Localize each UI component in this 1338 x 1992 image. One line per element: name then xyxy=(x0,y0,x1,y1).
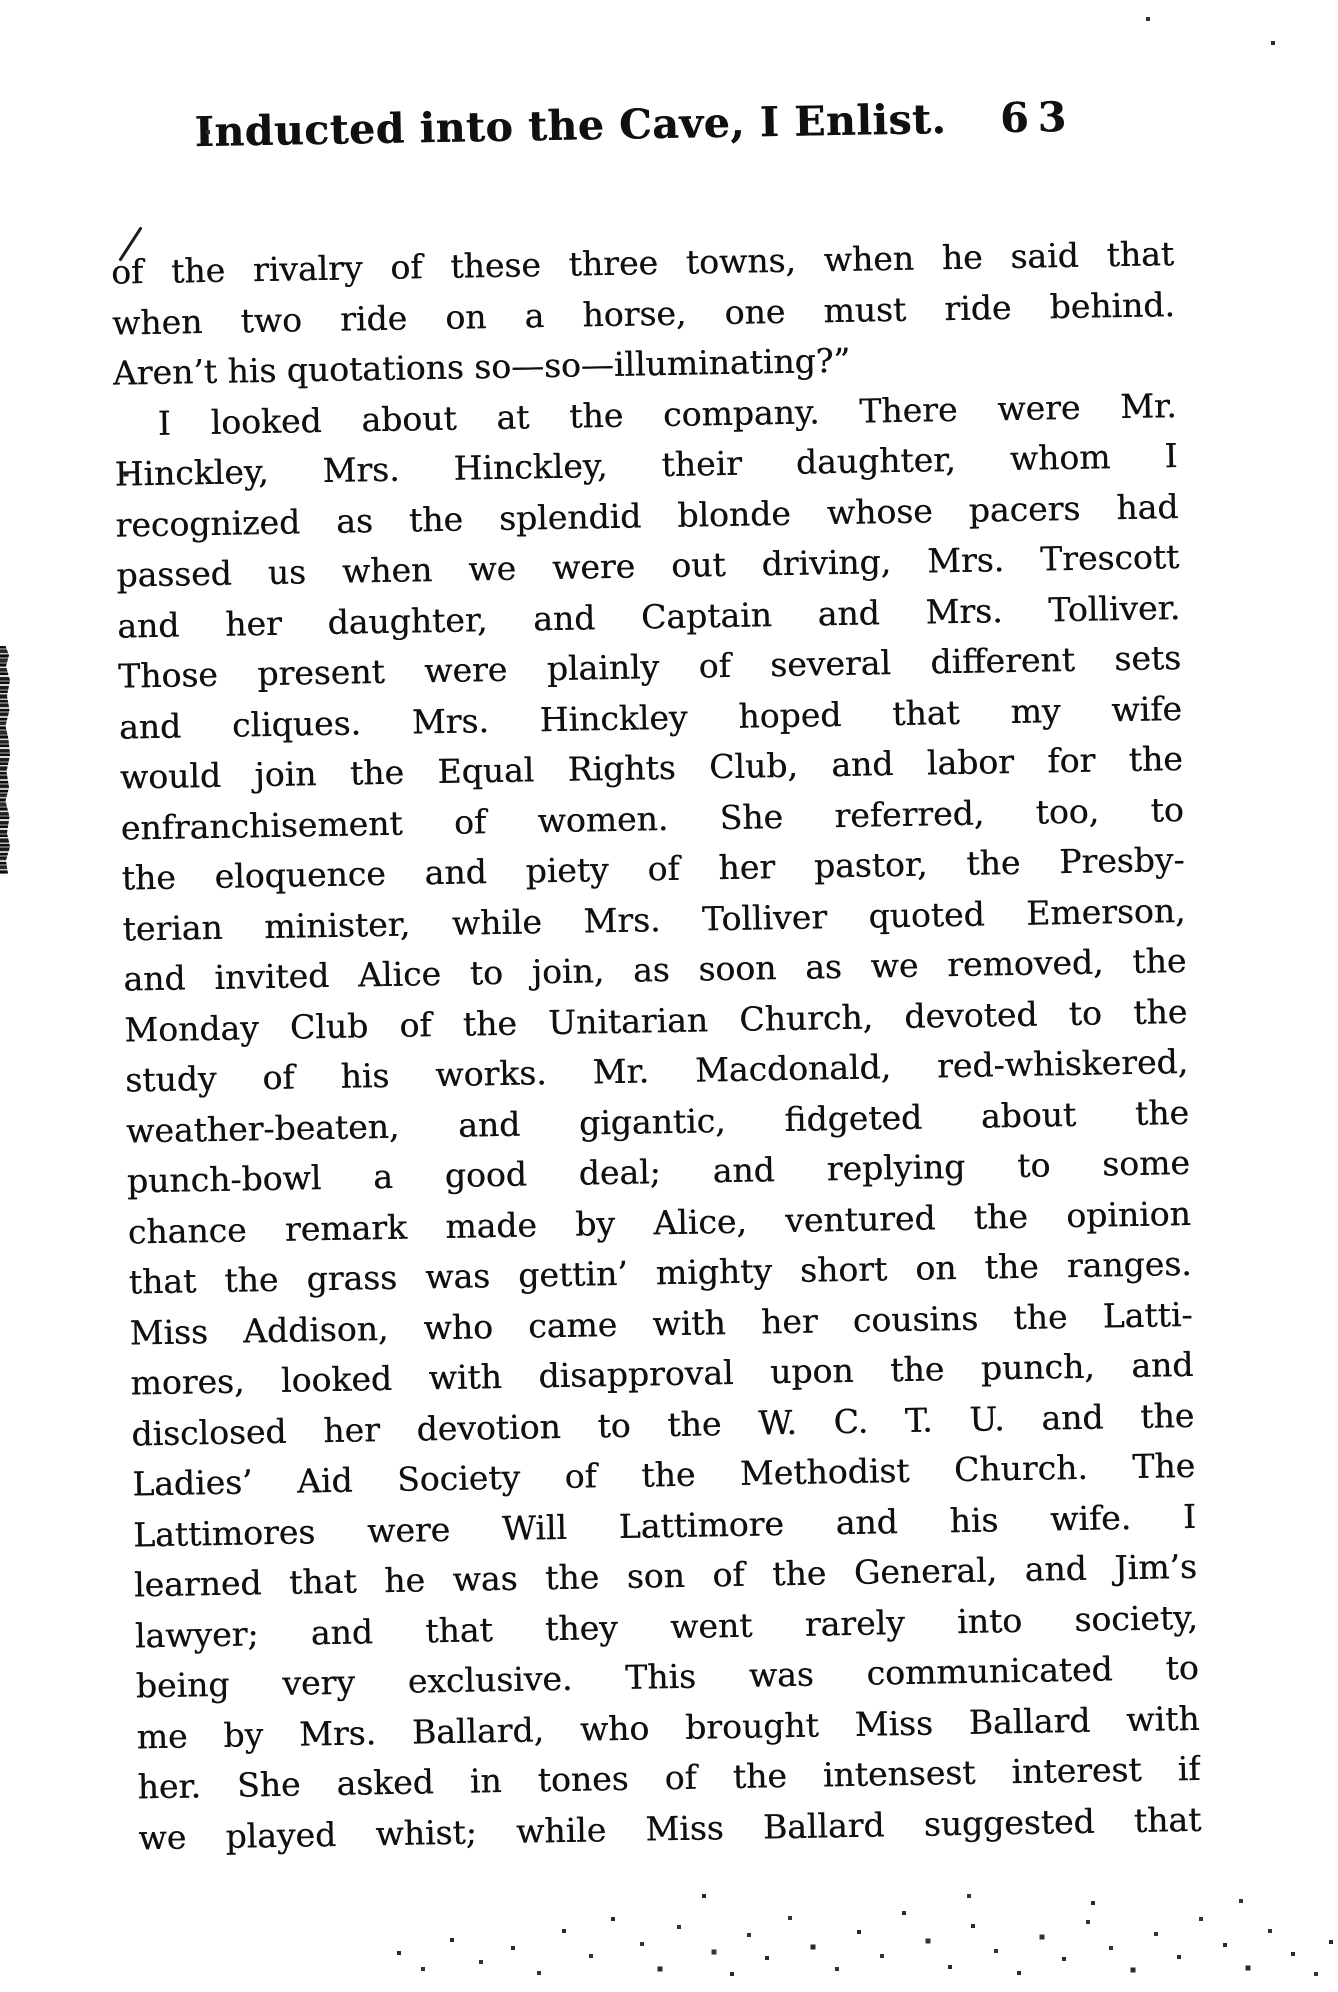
text-line: weather-beaten, and gigantic, fidgeted about the xyxy=(125,1092,1190,1151)
text-line: study of his works. Mr. Macdonald, red-whiskered, xyxy=(124,1041,1189,1100)
text-line: lawyer; and that they went rarely into society, xyxy=(134,1597,1199,1655)
text-line: her. She asked in tones of the intensest interest if xyxy=(137,1748,1201,1807)
running-header xyxy=(108,91,1172,158)
text-line: being very exclusive. This was communicated to xyxy=(135,1647,1199,1706)
chapter-header-title: Inducted into the Cave, I Enlist. xyxy=(194,95,947,157)
text-line: and cliques. Mrs. Hinckley hoped that my wife xyxy=(118,688,1183,747)
text-line: disclosed her devotion to the W. C. T. U. and the xyxy=(131,1395,1195,1453)
page-number: 63 xyxy=(999,92,1076,143)
text-line: learned that he was the son of the General, and Jim’s xyxy=(133,1546,1198,1605)
text-line: Those present were plainly of several different sets xyxy=(117,638,1182,696)
text-line: Monday Club of the Unitarian Church, devoted to the xyxy=(123,991,1188,1050)
text-line: Hinckley, Mrs. Hinckley, their daughter, whom I xyxy=(114,436,1178,494)
text-line: Ladies’ Aid Society of the Methodist Church. The xyxy=(131,1445,1196,1504)
text-line: Miss Addison, who came with her cousins the Latti- xyxy=(129,1294,1193,1352)
text-line: and invited Alice to join, as soon as we removed, the xyxy=(123,940,1187,999)
text-line: of the rivalry of these three towns, when he said that xyxy=(110,234,1175,292)
text-line: Lattimores were Will Lattimore and his wife. I xyxy=(132,1496,1197,1554)
text-line: terian minister, while Mrs. Tolliver quoted Emerson, xyxy=(122,890,1186,949)
text-line: me by Mrs. Ballard, who brought Miss Ballard with xyxy=(136,1698,1200,1756)
text-line: punch-bowl a good deal; and replying to some xyxy=(126,1142,1191,1201)
text-line: would join the Equal Rights Club, and labor for the xyxy=(119,739,1184,797)
scan-speckles xyxy=(0,0,2,2)
text-line: chance remark made by Alice, ventured the opinion xyxy=(127,1193,1192,1251)
text-line: when two ride on a horse, one must ride behind. xyxy=(111,284,1176,343)
text-line: I looked about at the company. There were Mr. xyxy=(157,385,1177,443)
text-line: passed us when we were out driving, Mrs. Trescott xyxy=(116,537,1180,595)
page-text xyxy=(111,229,1202,1863)
text-line: Aren’t his quotations so—so—illuminating?” xyxy=(112,340,851,393)
text-line: mores, looked with disapproval upon the punch, and xyxy=(130,1344,1194,1403)
text-line: we played whist; while Miss Ballard suggested that xyxy=(138,1799,1202,1857)
text-line: and her daughter, and Captain and Mrs. Tolliver. xyxy=(116,587,1181,646)
text-line: enfranchisement of women. She referred, too, to xyxy=(120,789,1184,848)
text-line: that the grass was gettin’ mighty short on the ranges. xyxy=(128,1243,1192,1302)
text-line: recognized as the splendid blonde whose pacers had xyxy=(115,486,1179,545)
text-line: the eloquence and piety of her pastor, the Presby- xyxy=(121,840,1185,898)
